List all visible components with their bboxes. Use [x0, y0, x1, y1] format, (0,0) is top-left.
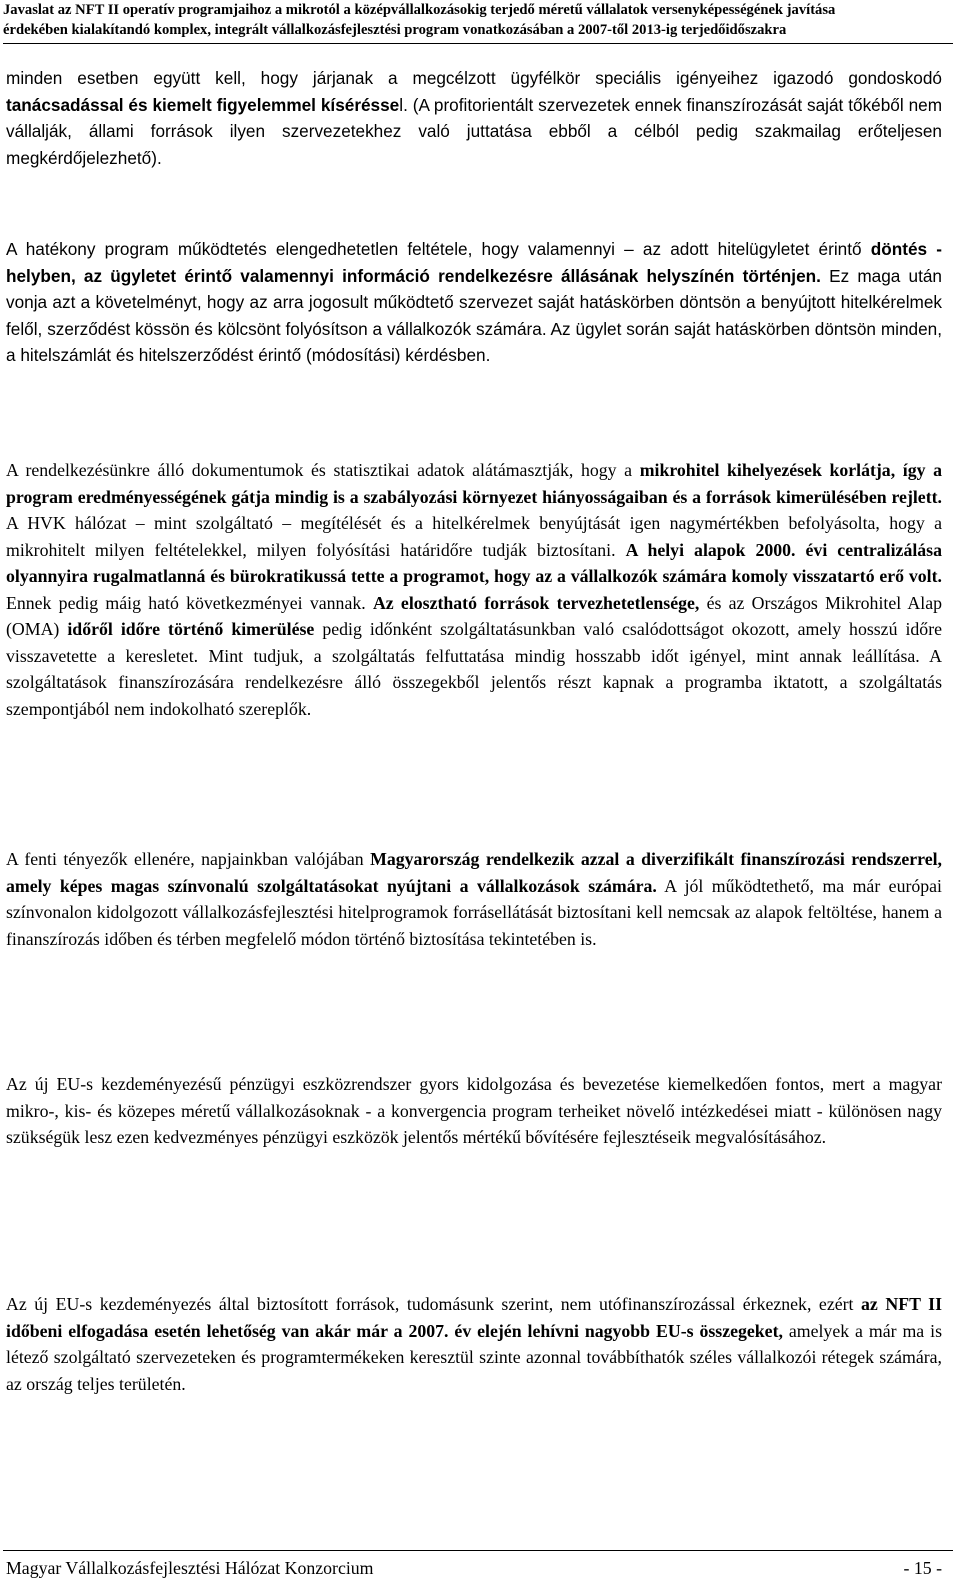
bold-text-run: időről időre történő kimerülése — [67, 619, 315, 639]
running-header — [3, 0, 957, 40]
text-run: Ez maga után vonja azt a követelményt, hogy az arra jogosult működtető szervezet saját hatáskörben döntsön a benyújtott hitelkérelmek felől, szerződést kössön és kölcsönt folyósítson a vállalkozók számára. Az ügylet során saját hatáskörben döntsön minden, a hitelszámlát és hitelszerződést érintő (módosítási) kérdésben. — [6, 265, 942, 365]
paragraph-6 — [6, 1291, 942, 1397]
text-run: amelyek a már ma is létező szolgáltató szervezeteken és programtermékeken keresztül szinte azonnal továbbíthatók széles vállalkozói rétegek számára, az ország teljes területén. — [6, 1320, 942, 1394]
bold-text-run: Magyarország rendelkezik azzal a diverzifikált finanszírozási rendszerrel, amely képes magas színvonalú szolgáltatásokat nyújtani a vállalkozások számára. — [6, 849, 942, 896]
text-run: Ennek pedig máig ható következményei vannak. — [6, 592, 373, 613]
paragraph-5 — [6, 1071, 942, 1151]
paragraph-3 — [6, 457, 942, 722]
bold-text-run: az NFT II időbeni elfogadása esetén lehetőség van akár már a 2007. év elején lehívni nagyobb EU-s összegeket, — [6, 1294, 942, 1341]
header-line-1: Javaslat az NFT II operatív programjaihoz a mikrotól a középvállalkozásokig terjedő méretű vállalatok versenyképességének javítása — [3, 2, 836, 18]
text-run: A hatékony program működtetés elengedhetetlen feltétele, hogy valamennyi – az adott hitelügyletet érintő — [6, 239, 871, 259]
footer-divider — [3, 1550, 953, 1551]
paragraph-1 — [6, 65, 942, 171]
bold-text-run: Az elosztható források tervezhetetlensége, — [372, 592, 700, 613]
text-run: és az Országos Mikrohitel Alap (OMA) — [6, 592, 942, 639]
header-divider — [3, 43, 953, 44]
text-run: pedig időnként szolgáltatásunkban való csalódottságot okozott, amely hosszú időre visszavetette a keresletet. Mint tudjuk, a szolgáltatás felfuttatása mindig hosszabb időt igényel, mint annak leállítása. A szolgáltatások finanszírozására rendelkezésre álló összegekből jelentős részt kapnak a programba iktatott, a szolgáltatás szempontjából nem indokolható szereplők. — [6, 619, 943, 719]
paragraph-2 — [6, 236, 942, 369]
text-run: A fenti tényezők ellenére, napjainkban valójában — [6, 849, 371, 869]
paragraph-4 — [6, 846, 942, 952]
text-run: l. (A profitorientált szervezetek ennek finanszírozását saját tőkéből nem vállalják, állami források ilyen szervezetekhez való juttatása ebből a célból pedig szakmailag erőteljesen megkérdőjelezhető). — [6, 94, 943, 168]
text-run: A HVK hálózat – mint szolgáltató – megítélését és a hitelkérelmek benyújtását igen nagymértékben befolyásolta, hogy a mikrohitelt milyen feltételekkel, milyen folyósítási határidőre tudják biztosítani. — [6, 513, 942, 560]
text-run: A rendelkezésünkre álló dokumentumok és statisztikai adatok alátámasztják, hogy a — [6, 460, 640, 480]
bold-text-run: mikrohitel kihelyezések korlátja, így a program eredményességének gátja mindig is a szabályozási környezet hiányosságaiban és a források kimerülésében rejlett. — [6, 460, 942, 507]
text-run: minden esetben együtt kell, hogy járjanak a megcélzott ügyfélkör speciális igényeihez igazodó gondoskodó — [6, 68, 942, 88]
bold-text-run: tanácsadással és kiemelt figyelemmel kísérésse — [6, 94, 400, 115]
header-line-2: érdekében kialakítandó komplex, integrált vállalkozásfejlesztési program vonatkozásában a 2007-től 2013-ig terjedőidőszakra — [3, 22, 787, 38]
text-run: Az új EU-s kezdeményezés által biztosított források, tudomásunk szerint, nem utófinanszírozással érkeznek, ezért — [6, 1294, 862, 1314]
footer-organization: Magyar Vállalkozásfejlesztési Hálózat Konzorcium — [6, 1558, 374, 1578]
text-run: Az új EU-s kezdeményezésű pénzügyi eszközrendszer gyors kidolgozása és bevezetése kiemelkedően fontos, mert a magyar mikro-, kis- és közepes méretű vállalkozásoknak - a konvergencia program terheiket növelő intézkedései miatt - különösen nagy szükségük lesz ezen kedvezményes pénzügyi eszközök jelentős mértékű bővítésére fejlesztéseik megvalósításához. — [6, 1074, 942, 1147]
page-number: - 15 - — [903, 1558, 942, 1578]
bold-text-run: döntés - helyben, az ügyletet érintő valamennyi információ rendelkezésre állásának helyszínén történjen. — [6, 239, 942, 286]
bold-text-run: A helyi alapok 2000. évi centralizálása olyannyira rugalmatlanná és bürokratikussá tette a programot, hogy az a vállalkozók számára komoly visszatartó erő volt. — [6, 539, 942, 586]
text-run: A jól működtethető, ma már európai színvonalon kidolgozott vállalkozásfejlesztési hitelprogramok forrásellátását biztosítani kell nemcsak az alapok feltöltése, hanem a finanszírozás időben és térben megfelelő módon történő biztosítása tekintetében is. — [6, 875, 942, 949]
